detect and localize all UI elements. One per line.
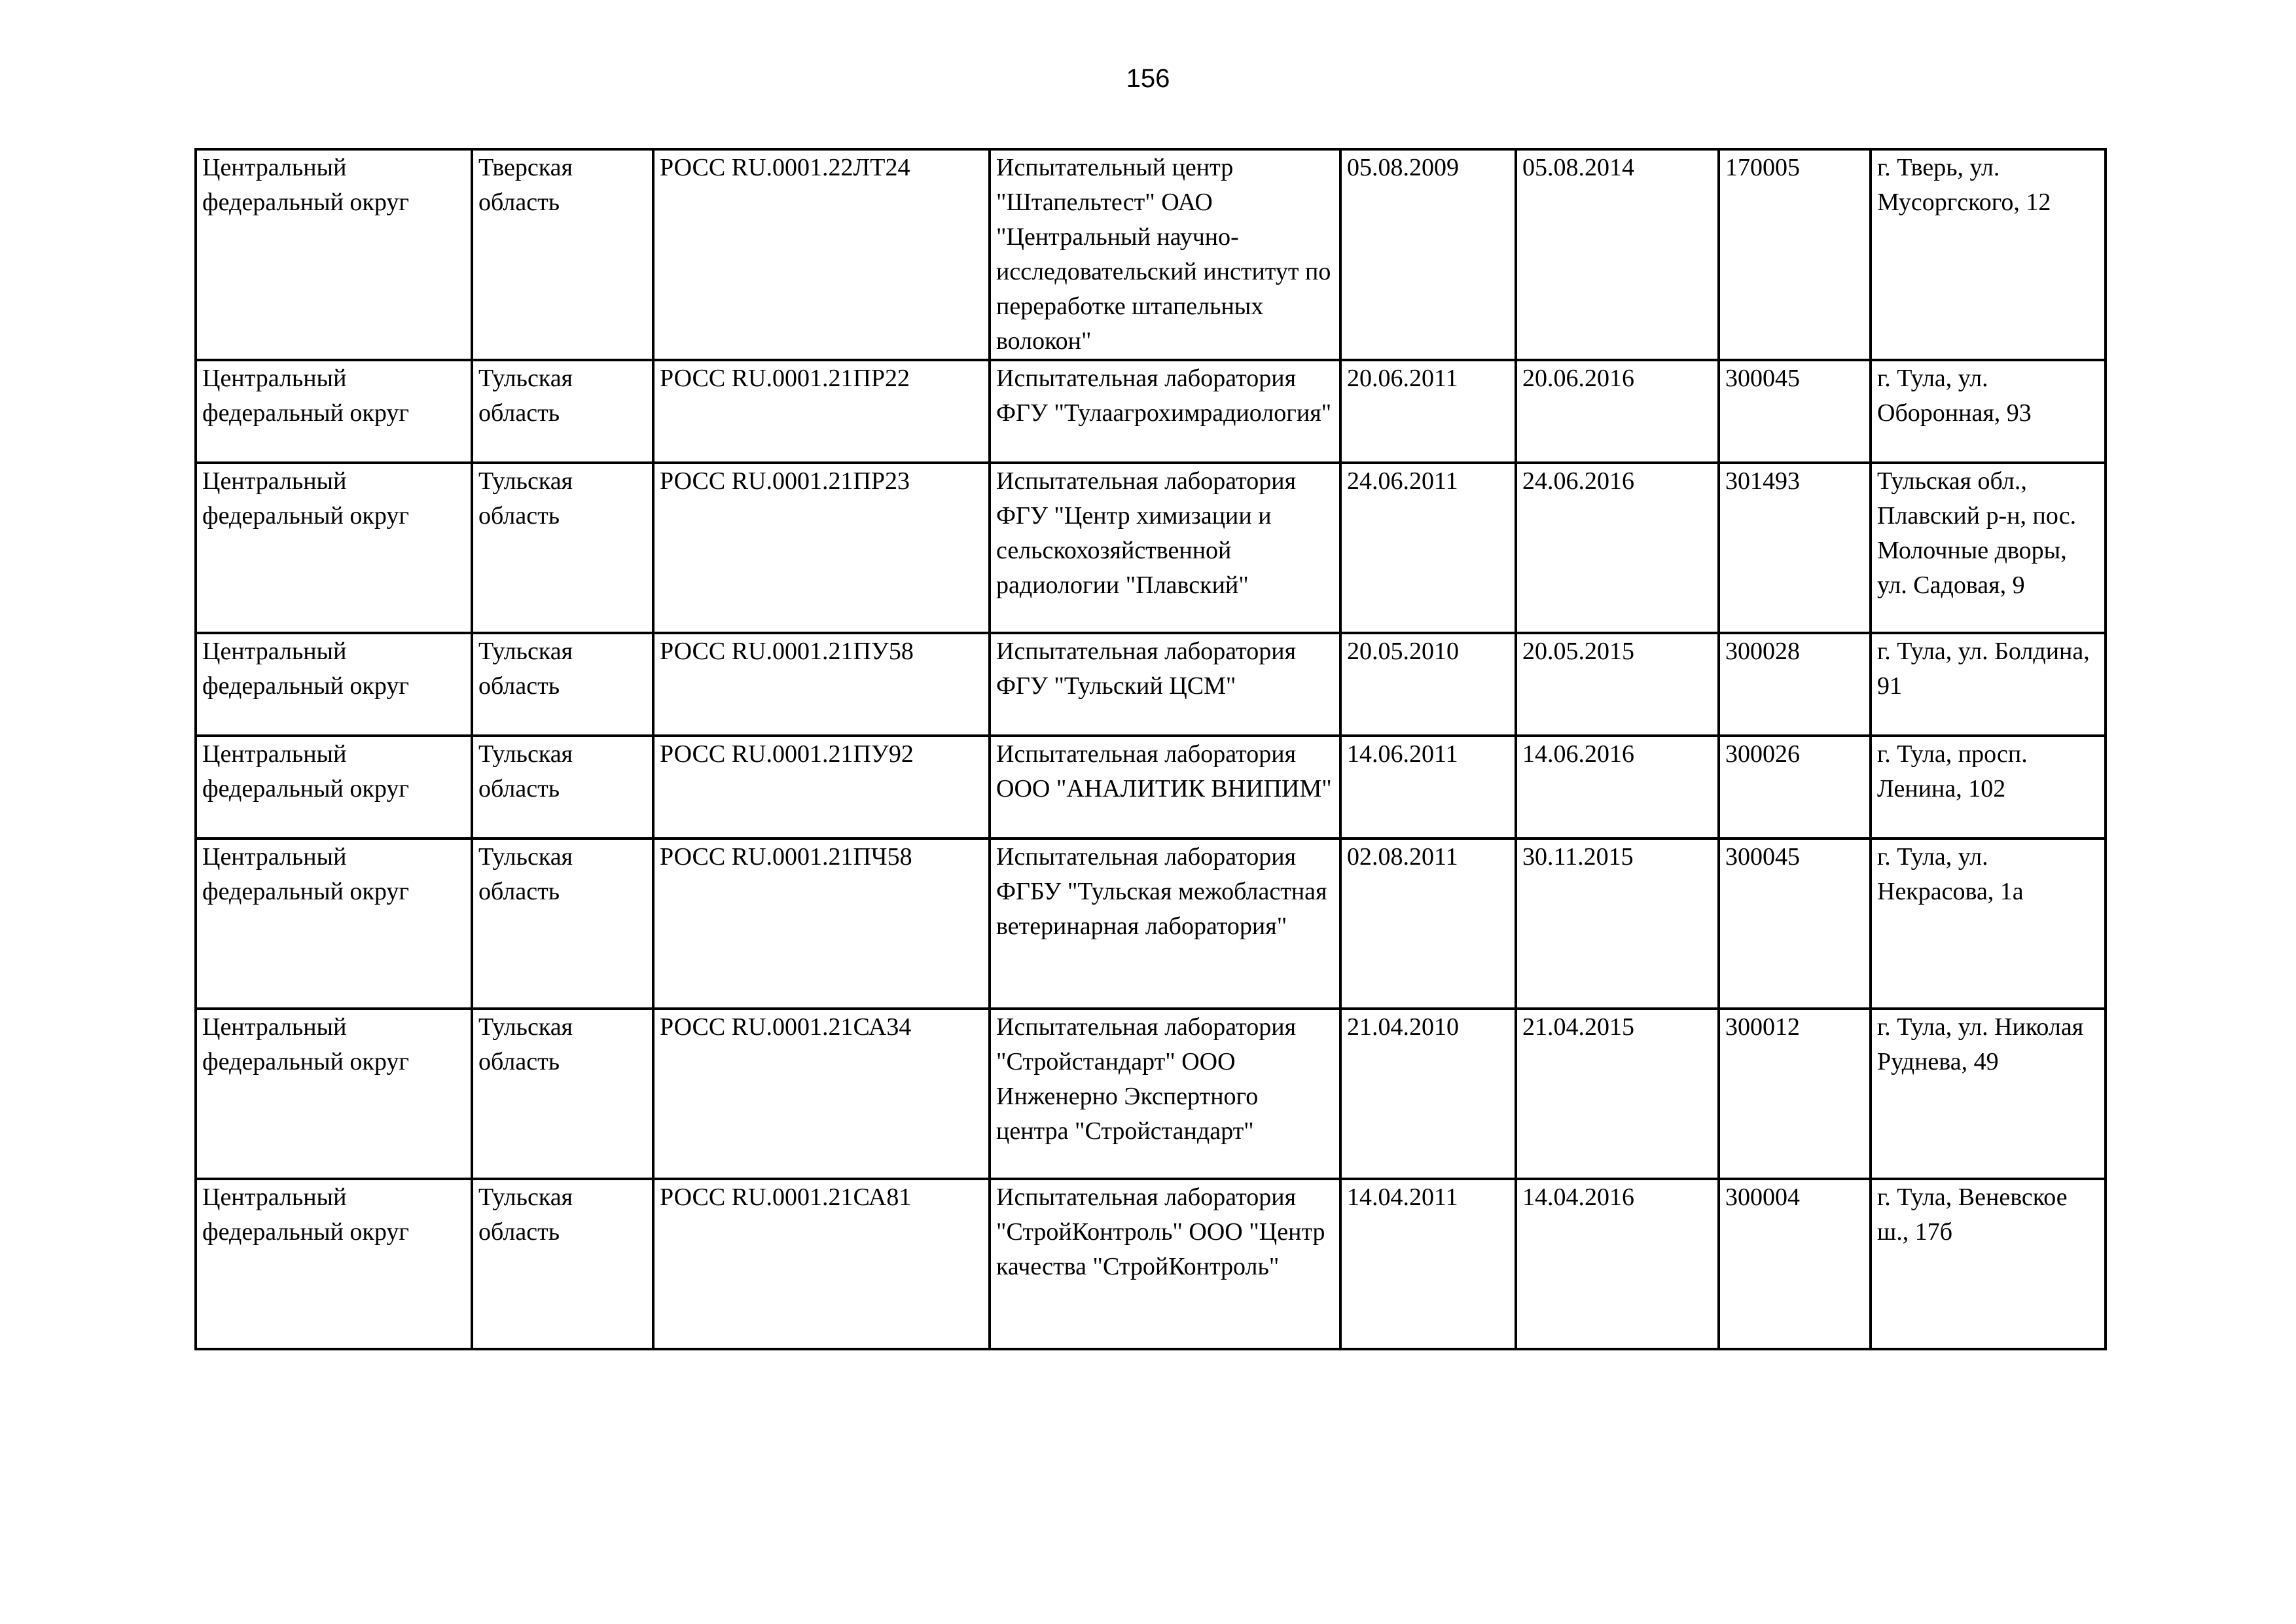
certificate-number-cell: РОСС RU.0001.21ПР23: [653, 463, 990, 633]
issue-date-cell: 20.05.2010: [1340, 633, 1516, 736]
postal-code-cell: 301493: [1719, 463, 1871, 633]
region-cell: Тульская область: [472, 633, 653, 736]
issue-date-cell: 21.04.2010: [1340, 1009, 1516, 1179]
address-cell: Тульская обл., Плавский р-н, пос. Молочные дворы, ул. Садовая, 9: [1871, 463, 2106, 633]
table-row: [196, 149, 2106, 360]
expiry-date-cell: 30.11.2015: [1516, 839, 1719, 1009]
organization-cell: Испытательная лаборатория ФГБУ "Тульская межобластная ветеринарная лаборатория": [990, 839, 1340, 1009]
organization-cell: Испытательная лаборатория "СтройКонтроль" ООО "Центр качества "СтройКонтроль": [990, 1179, 1340, 1349]
district-cell: Центральный федеральный округ: [196, 360, 472, 463]
certificate-number-cell: РОСС RU.0001.21ПР22: [653, 360, 990, 463]
district-cell: Центральный федеральный округ: [196, 736, 472, 839]
postal-code-cell: 300028: [1719, 633, 1871, 736]
district-cell: Центральный федеральный округ: [196, 839, 472, 1009]
address-cell: г. Тула, просп. Ленина, 102: [1871, 736, 2106, 839]
expiry-date-cell: 20.06.2016: [1516, 360, 1719, 463]
issue-date-cell: 14.06.2011: [1340, 736, 1516, 839]
table-row: [196, 736, 2106, 839]
certificate-number-cell: РОСС RU.0001.21ПУ92: [653, 736, 990, 839]
address-cell: г. Тверь, ул. Мусоргского, 12: [1871, 149, 2106, 360]
address-cell: г. Тула, ул. Оборонная, 93: [1871, 360, 2106, 463]
organization-cell: Испытательная лаборатория "Стройстандарт" ООО Инженерно Экспертного центра "Стройстандарт": [990, 1009, 1340, 1179]
organization-cell: Испытательный центр "Штапельтест" ОАО "Центральный научно-исследовательский институт по переработке штапельных волокон": [990, 149, 1340, 360]
certificate-number-cell: РОСС RU.0001.21ПЧ58: [653, 839, 990, 1009]
expiry-date-cell: 14.06.2016: [1516, 736, 1719, 839]
table-row: [196, 1009, 2106, 1179]
expiry-date-cell: 05.08.2014: [1516, 149, 1719, 360]
table-row: [196, 1179, 2106, 1349]
region-cell: Тульская область: [472, 736, 653, 839]
address-cell: г. Тула, ул. Болдина, 91: [1871, 633, 2106, 736]
page-number: 156: [1126, 64, 1170, 93]
region-cell: Тульская область: [472, 360, 653, 463]
organization-cell: Испытательная лаборатория ФГУ "Тульский ЦСМ": [990, 633, 1340, 736]
district-cell: Центральный федеральный округ: [196, 1179, 472, 1349]
issue-date-cell: 02.08.2011: [1340, 839, 1516, 1009]
certificate-number-cell: РОСС RU.0001.21СА34: [653, 1009, 990, 1179]
table-row: [196, 633, 2106, 736]
expiry-date-cell: 20.05.2015: [1516, 633, 1719, 736]
postal-code-cell: 300045: [1719, 839, 1871, 1009]
organization-cell: Испытательная лаборатория ФГУ "Тулаагрохимрадиология": [990, 360, 1340, 463]
issue-date-cell: 24.06.2011: [1340, 463, 1516, 633]
district-cell: Центральный федеральный округ: [196, 1009, 472, 1179]
expiry-date-cell: 24.06.2016: [1516, 463, 1719, 633]
postal-code-cell: 300012: [1719, 1009, 1871, 1179]
certificate-number-cell: РОСС RU.0001.21СА81: [653, 1179, 990, 1349]
organization-cell: Испытательная лаборатория ООО "АНАЛИТИК ВНИПИМ": [990, 736, 1340, 839]
issue-date-cell: 05.08.2009: [1340, 149, 1516, 360]
table-row: [196, 360, 2106, 463]
certificate-number-cell: РОСС RU.0001.22ЛТ24: [653, 149, 990, 360]
region-cell: Тульская область: [472, 839, 653, 1009]
district-cell: Центральный федеральный округ: [196, 149, 472, 360]
address-cell: г. Тула, Веневское ш., 17б: [1871, 1179, 2106, 1349]
postal-code-cell: 300004: [1719, 1179, 1871, 1349]
region-cell: Тверская область: [472, 149, 653, 360]
issue-date-cell: 20.06.2011: [1340, 360, 1516, 463]
issue-date-cell: 14.04.2011: [1340, 1179, 1516, 1349]
region-cell: Тульская область: [472, 463, 653, 633]
organization-cell: Испытательная лаборатория ФГУ "Центр химизации и сельскохозяйственной радиологии "Плавский": [990, 463, 1340, 633]
table-row: [196, 463, 2106, 633]
postal-code-cell: 170005: [1719, 149, 1871, 360]
certificate-number-cell: РОСС RU.0001.21ПУ58: [653, 633, 990, 736]
address-cell: г. Тула, ул. Некрасова, 1а: [1871, 839, 2106, 1009]
expiry-date-cell: 14.04.2016: [1516, 1179, 1719, 1349]
region-cell: Тульская область: [472, 1009, 653, 1179]
district-cell: Центральный федеральный округ: [196, 463, 472, 633]
address-cell: г. Тула, ул. Николая Руднева, 49: [1871, 1009, 2106, 1179]
expiry-date-cell: 21.04.2015: [1516, 1009, 1719, 1179]
registry-table: [194, 148, 2107, 1350]
postal-code-cell: 300045: [1719, 360, 1871, 463]
postal-code-cell: 300026: [1719, 736, 1871, 839]
district-cell: Центральный федеральный округ: [196, 633, 472, 736]
table-row: [196, 839, 2106, 1009]
region-cell: Тульская область: [472, 1179, 653, 1349]
